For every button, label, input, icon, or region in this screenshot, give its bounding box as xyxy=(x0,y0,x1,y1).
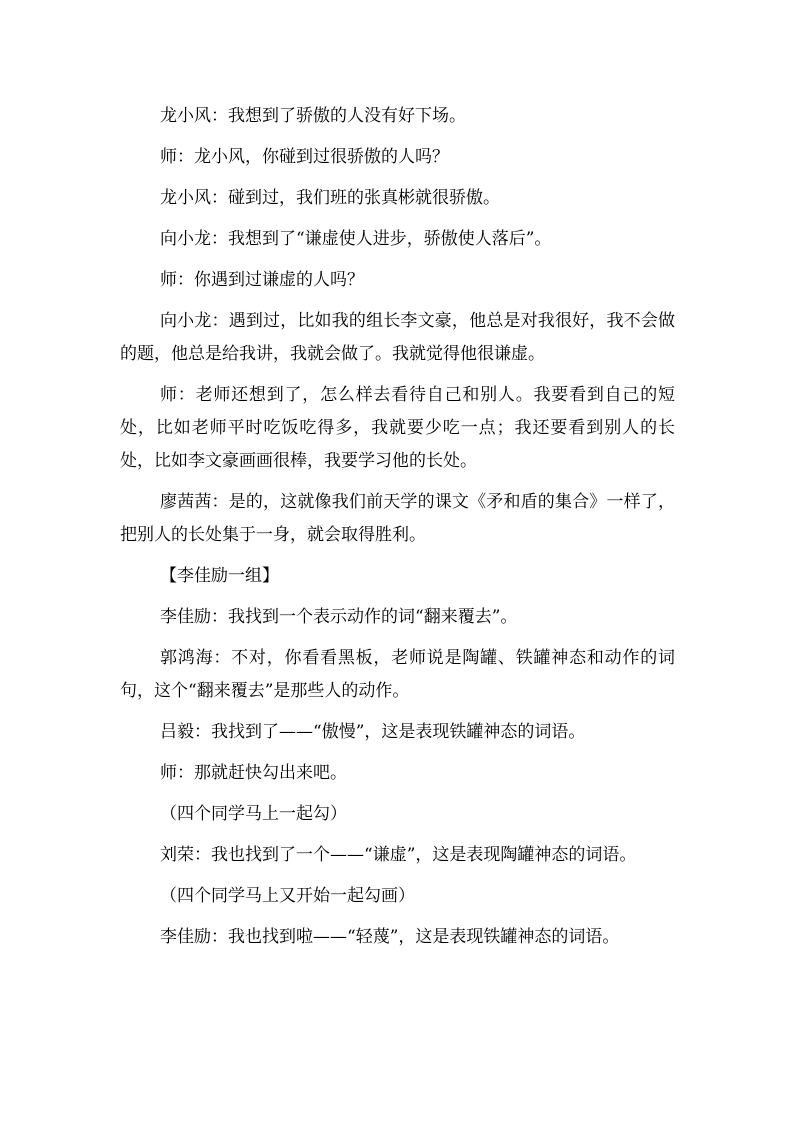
dialogue-line-4: 向小龙：我想到了“谦虚使人进步，骄傲使人落后”。 xyxy=(160,229,552,249)
dialogue-line-7: 师：老师还想到了，怎么样去看待自己和别人。我要看到自己的短处，比如老师平时吃饭吃得多，我就要少吃一点；我还要看到别人的长处，比如李文豪画画很棒，我要学习他的长处。 xyxy=(120,385,675,471)
dialogue-line-5: 师：你遇到过谦虚的人吗？ xyxy=(160,270,364,290)
group-heading: 【李佳励一组】 xyxy=(160,566,279,586)
dialogue-line-11: 郭鸿海：不对，你看看黑板，老师说是陶罐、铁罐神态和动作的词句，这个“翻来覆去”是那些人的动作。 xyxy=(120,648,675,701)
dialogue-line-15: 刘荣：我也找到了一个——“谦虚”，这是表现陶罐神态的词语。 xyxy=(160,845,637,865)
dialogue-line-2: 师：龙小风，你碰到过很骄傲的人吗？ xyxy=(160,147,449,167)
dialogue-line-13: 师：那就赶快勾出来吧。 xyxy=(160,763,347,783)
document-body xyxy=(120,100,675,962)
dialogue-line-10: 李佳励：我找到一个表示动作的词“翻来覆去”。 xyxy=(160,607,518,627)
dialogue-line-8: 廖茜茜：是的，这就像我们前天学的课文《矛和盾的集合》一样了，把别人的长处集于一身，就会取得胜利。 xyxy=(120,492,675,545)
dialogue-line-12: 吕毅：我找到了——“傲慢”，这是表现铁罐神态的词语。 xyxy=(160,722,586,742)
dialogue-line-3: 龙小风：碰到过，我们班的张真彬就很骄傲。 xyxy=(160,188,500,208)
stage-direction-2: （四个同学马上又开始一起勾画） xyxy=(160,886,415,906)
stage-direction-1: （四个同学马上一起勾） xyxy=(160,804,347,824)
dialogue-line-1: 龙小风：我想到了骄傲的人没有好下场。 xyxy=(160,106,466,126)
dialogue-line-17: 李佳励：我也找到啦——“轻蔑”，这是表现铁罐神态的词语。 xyxy=(160,927,620,947)
dialogue-line-6: 向小龙：遇到过，比如我的组长李文豪，他总是对我很好，我不会做的题，他总是给我讲，我就会做了。我就觉得他很谦虚。 xyxy=(120,311,675,364)
